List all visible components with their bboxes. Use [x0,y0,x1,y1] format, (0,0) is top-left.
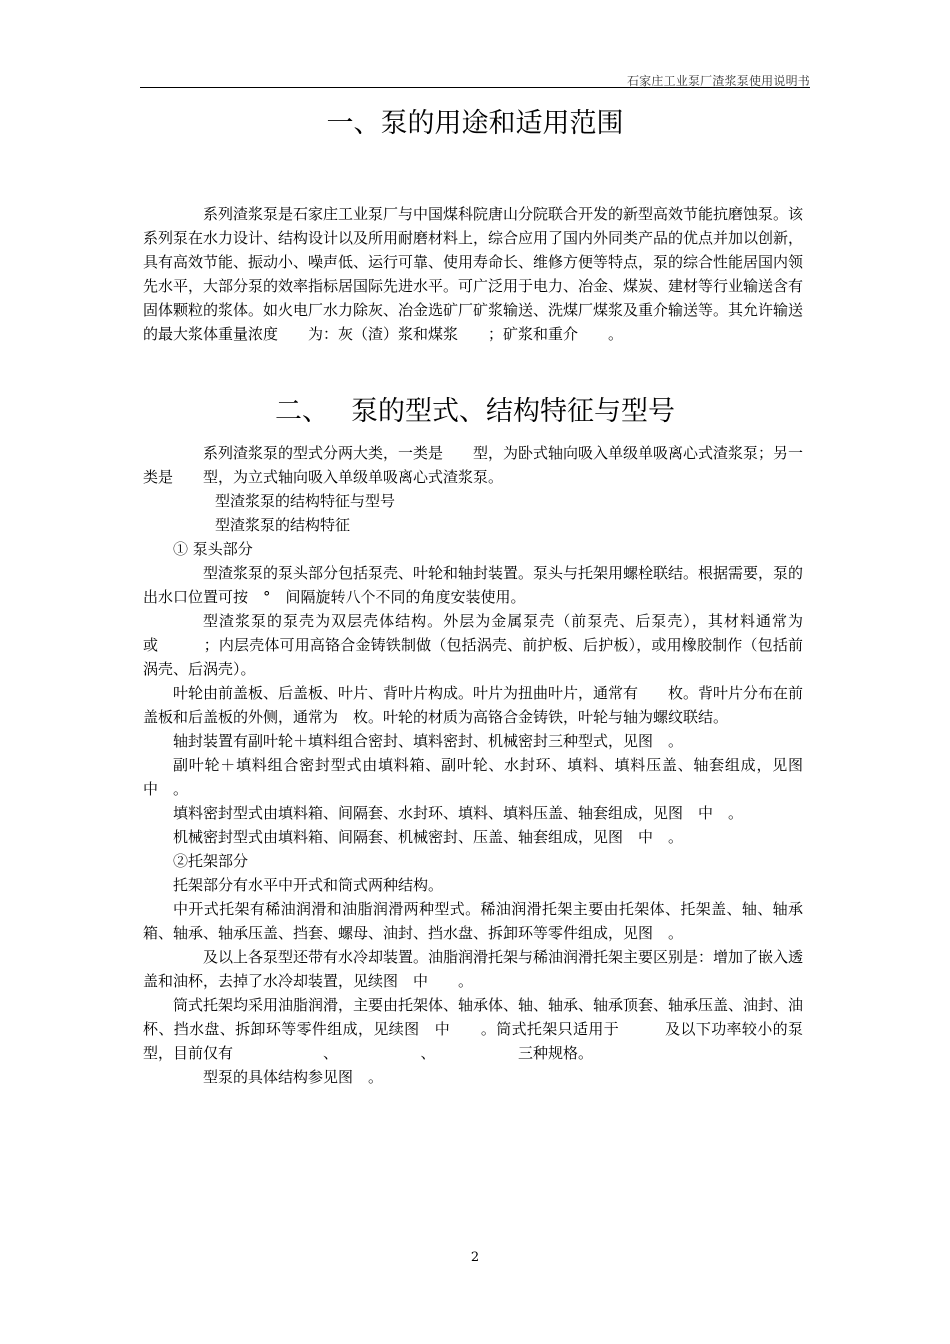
subheading-pump-head: ① 泵头部分 [173,540,253,558]
paragraph-casing: 型渣浆泵的泵壳为双层壳体结构。外层为金属泵壳（前泵壳、后泵壳），其材料通常为 或 ；内层壳体可用高铬合金铸铁制做（包括涡壳、前护板、后护板），或用橡胶制作（包括前涡壳、后涡壳）。 [143,612,849,678]
subheading-structure-features: 型渣浆泵的结构特征 [215,516,351,534]
paragraph-mechanical-seal: 机械密封型式由填料箱、间隔套、机械密封、压盖、轴套组成，见图 中 。 [173,828,684,846]
paragraph-structure-reference: 型泵的具体结构参见图 。 [203,1068,384,1086]
paragraph-expeller-seal: 副叶轮＋填料组合密封型式由填料箱、副叶轮、水封环、填料、填料压盖、轴套组成，见图 中 。 [143,756,819,798]
paragraph-impeller: 叶轮由前盖板、后盖板、叶片、背叶片构成。叶片为扭曲叶片，通常有 枚。背叶片分布在前盖板和后盖板的外侧，通常为 枚。叶轮的材质为高铬合金铸铁，叶轮与轴为螺纹联结。 [143,684,804,726]
paragraph-cartridge-frame: 筒式托架均采用油脂润滑，主要由托架体、轴承体、轴、轴承、轴承顶套、轴承压盖、油封、油杯、挡水盘、拆卸环等零件组成，见续图 中 。筒式托架只适用于 及以下功率较小的泵型，目前仅有 、 、 三种规格。 [143,996,804,1062]
page-number: 2 [470,1250,480,1265]
paragraph-pump-head: 型渣浆泵的泵头部分包括泵壳、叶轮和轴封装置。泵头与托架用螺栓联结。根据需要，泵的出水口位置可按 ° 间隔旋转八个不同的角度安装使用。 [143,564,804,606]
section-1-title: 一、泵的用途和适用范围 [326,108,624,139]
paragraph-split-frame: 中开式托架有稀油润滑和油脂润滑两种型式。稀油润滑托架主要由托架体、托架盖、轴、轴承箱、轴承、轴承压盖、挡套、螺母、油封、挡水盘、拆卸环等零件组成，见图 。 [143,900,803,942]
paragraph-water-cooling: 及以上各泵型还带有水冷却装置。油脂润滑托架与稀油润滑托架主要区别是：增加了嵌入透盖和油杯，去掉了水冷却装置，见续图 中 。 [143,948,804,990]
subheading-structure-and-model: 型渣浆泵的结构特征与型号 [215,492,396,510]
paragraph-packing-seal: 填料密封型式由填料箱、间隔套、水封环、填料、填料压盖、轴套组成，见图 中 。 [173,804,744,822]
header-rule [140,87,810,88]
subheading-bearing-frame: ②托架部分 [173,852,249,870]
running-header: 石家庄工业泵厂渣浆泵使用说明书 [626,74,810,88]
section-1-body [143,202,803,346]
paragraph-pump-types: 系列渣浆泵的型式分两大类，一类是 型，为卧式轴向吸入单级单吸离心式渣浆泵；另一类是 型，为立式轴向吸入单级单吸离心式渣浆泵。 [143,444,804,486]
paragraph-shaft-seal: 轴封装置有副叶轮＋填料组合密封、填料密封、机械密封三种型式，见图 。 [173,732,684,750]
section-1-paragraph: 系列渣浆泵是石家庄工业泵厂与中国煤科院唐山分院联合开发的新型高效节能抗磨蚀泵。该系列泵在水力设计、结构设计以及所用耐磨材料上，综合应用了国内外同类产品的优点并加以创新，具有高效节能、振动小、噪声低、运行可靠、使用寿命长、维修方便等特点，泵的综合性能居国内领先水平，大部分泵的效率指标居国际先进水平。可广泛用于电力、冶金、煤炭、建材等行业输送含有固体颗粒的浆体。如火电厂水力除灰、冶金选矿厂矿浆输送、洗煤厂煤浆及重介输送等。其允许输送的最大浆体重量浓度 为：灰（渣）浆和煤浆 ；矿浆和重介 。 [143,205,804,343]
section-2-body [143,441,849,1089]
section-2-title: 二、 泵的型式、结构特征与型号 [274,396,676,427]
paragraph-frame-types: 托架部分有水平中开式和筒式两种结构。 [173,876,444,894]
